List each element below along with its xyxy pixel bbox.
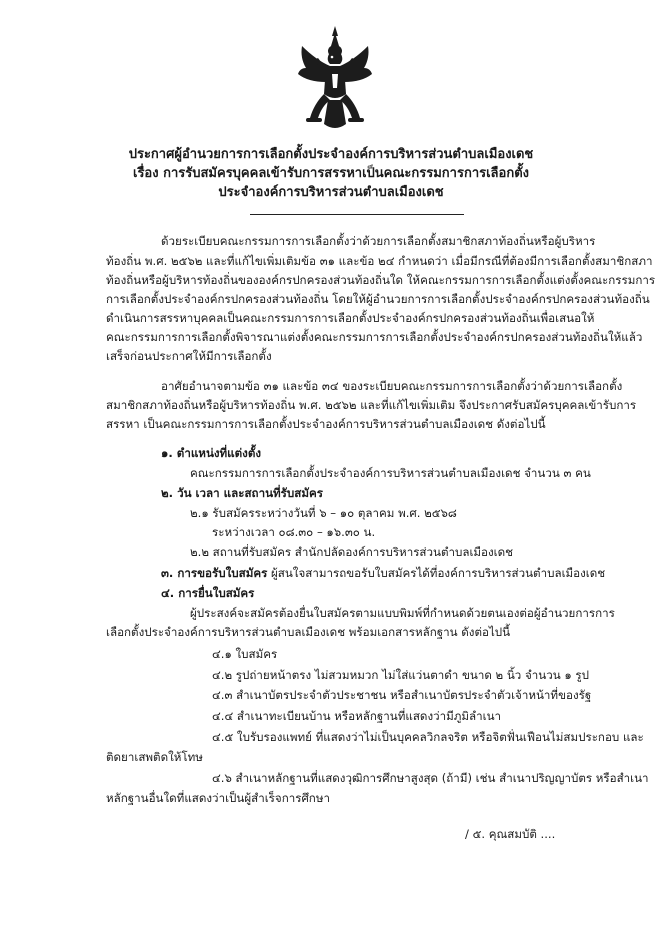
paragraph-1-line-2: ท้องถิ่น พ.ศ. ๒๕๖๒ และที่แก้ไขเพิ่มเติมข้อ ๓๑ และข้อ ๒๔ กำหนดว่า เมื่อมีกรณีที่ต้องมีการเลือกตั้งสมาชิกสภา	[106, 254, 653, 268]
paragraph-2-line-3: สรรหา เป็นคณะกรรมการการเลือกตั้งประจำองค์การบริหารส่วนตำบลเมืองเดช ดังต่อไปนี้	[106, 417, 546, 431]
paragraph-1-line-7: เสร็จก่อนประกาศให้มีการเลือกตั้ง	[106, 349, 272, 363]
paragraph-1-line-5: ดำเนินการสรรหาบุคคลเป็นคณะกรรมการการเลือกตั้งประจำองค์กรปกครองส่วนท้องถิ่นเพื่อเสนอให้	[106, 311, 595, 325]
section-4-5-line-2: ติดยาเสพติดให้โทษ	[106, 750, 203, 764]
continuation-note: / ๕. คุณสมบัติ ....	[465, 827, 556, 841]
paragraph-2-line-2: สมาชิกสภาท้องถิ่นหรือผู้บริหารท้องถิ่น พ.ศ. ๒๕๖๒ และที่แก้ไขเพิ่มเติม จึงประกาศรับสมัครบุคคลเข้ารับการ	[106, 398, 637, 412]
section-1-heading: ๑. ตำแหน่งที่แต่งตั้ง	[161, 446, 262, 460]
paragraph-2-line-1: อาศัยอำนาจตามข้อ ๓๑ และข้อ ๓๔ ของระเบียบคณะกรรมการการเลือกตั้งว่าด้วยการเลือกตั้ง	[161, 379, 623, 393]
section-3-heading: ๓. การขอรับใบสมัคร	[161, 566, 268, 580]
section-4-5-line-1: ๔.๕ ใบรับรองแพทย์ ที่แสดงว่าไม่เป็นบุคคลวิกลจริต หรือจิตฟั่นเฟือนไม่สมประกอบ และ	[212, 730, 644, 744]
paragraph-1-line-1: ด้วยระเบียบคณะกรรมการการเลือกตั้งว่าด้วยการเลือกตั้งสมาชิกสภาท้องถิ่นหรือผู้บริหาร	[161, 234, 596, 248]
section-4-6-line-1: ๔.๖ สำเนาหลักฐานที่แสดงวุฒิการศึกษาสูงสุด (ถ้ามี) เช่น สำเนาปริญญาบัตร หรือสำเนา	[212, 771, 649, 785]
section-1-text: คณะกรรมการการเลือกตั้งประจำองค์การบริหารส่วนตำบลเมืองเดช จำนวน ๓ คน	[190, 466, 591, 480]
section-3-text: ผู้สนใจสามารถขอรับใบสมัครได้ที่องค์การบริหารส่วนตำบลเมืองเดช	[267, 566, 606, 580]
paragraph-1-line-3: ท้องถิ่นหรือผู้บริหารท้องถิ่นขององค์กรปกครองส่วนท้องถิ่นใด ให้คณะกรรมการการเลือกตั้งแต่งตั้งคณะกรรมการ	[106, 273, 656, 287]
paragraph-1-line-4: การเลือกตั้งประจำองค์กรปกครองส่วนท้องถิ่น โดยให้ผู้อำนวยการการเลือกตั้งประจำองค์กรปกครองส่วนท้องถิ่น	[106, 292, 650, 306]
announcement-title: ประกาศผู้อำนวยการการเลือกตั้งประจำองค์การบริหารส่วนตำบลเมืองเดช	[128, 147, 534, 162]
subject-line-continued: ประจำองค์การบริหารส่วนตำบลเมืองเดช	[218, 185, 444, 200]
section-4-3: ๔.๓ สำเนาบัตรประจำตัวประชาชน หรือสำเนาบัตรประจำตัวเจ้าหน้าที่ของรัฐ	[212, 688, 592, 702]
section-2-1: ๒.๑ รับสมัครระหว่างวันที่ ๖ – ๑๐ ตุลาคม พ.ศ. ๒๕๖๘	[190, 506, 457, 520]
section-4-4: ๔.๔ สำเนาทะเบียนบ้าน หรือหลักฐานที่แสดงว่ามีภูมิลำเนา	[212, 709, 502, 723]
section-4-2: ๔.๒ รูปถ่ายหน้าตรง ไม่สวมหมวก ไม่ใส่แว่นตาดำ ขนาด ๒ นิ้ว จำนวน ๑ รูป	[212, 668, 589, 682]
section-4-1: ๔.๑ ใบสมัคร	[212, 647, 278, 661]
section-3-line	[161, 565, 605, 581]
paragraph-1-line-6: คณะกรรมการการเลือกตั้งพิจารณาแต่งตั้งคณะกรรมการการเลือกตั้งประจำองค์กรปกครองส่วนท้องถิ่นให้แล้ว	[106, 330, 643, 344]
title-divider	[250, 214, 464, 215]
section-4-heading: ๔. การยื่นใบสมัคร	[161, 586, 255, 600]
section-4-6-line-2: หลักฐานอื่นใดที่แสดงว่าเป็นผู้สำเร็จการศึกษา	[106, 791, 330, 805]
section-4-intro-line-2: เลือกตั้งประจำองค์การบริหารส่วนตำบลเมืองเดช พร้อมเอกสารหลักฐาน ดังต่อไปนี้	[106, 625, 511, 639]
section-2-heading: ๒. วัน เวลา และสถานที่รับสมัคร	[161, 486, 323, 500]
garuda-emblem-icon	[296, 24, 374, 136]
section-4-intro-line-1: ผู้ประสงค์จะสมัครต้องยื่นใบสมัครตามแบบพิมพ์ที่กำหนดด้วยตนเองต่อผู้อำนวยการการ	[190, 606, 615, 620]
subject-line: เรื่อง การรับสมัครบุคคลเข้ารับการสรรหาเป็นคณะกรรมการการเลือกตั้ง	[133, 166, 529, 181]
section-2-1-time: ระหว่างเวลา ๐๘.๓๐ – ๑๖.๓๐ น.	[212, 525, 376, 539]
section-2-2: ๒.๒ สถานที่รับสมัคร สำนักปลัดองค์การบริหารส่วนตำบลเมืองเดช	[190, 545, 514, 559]
